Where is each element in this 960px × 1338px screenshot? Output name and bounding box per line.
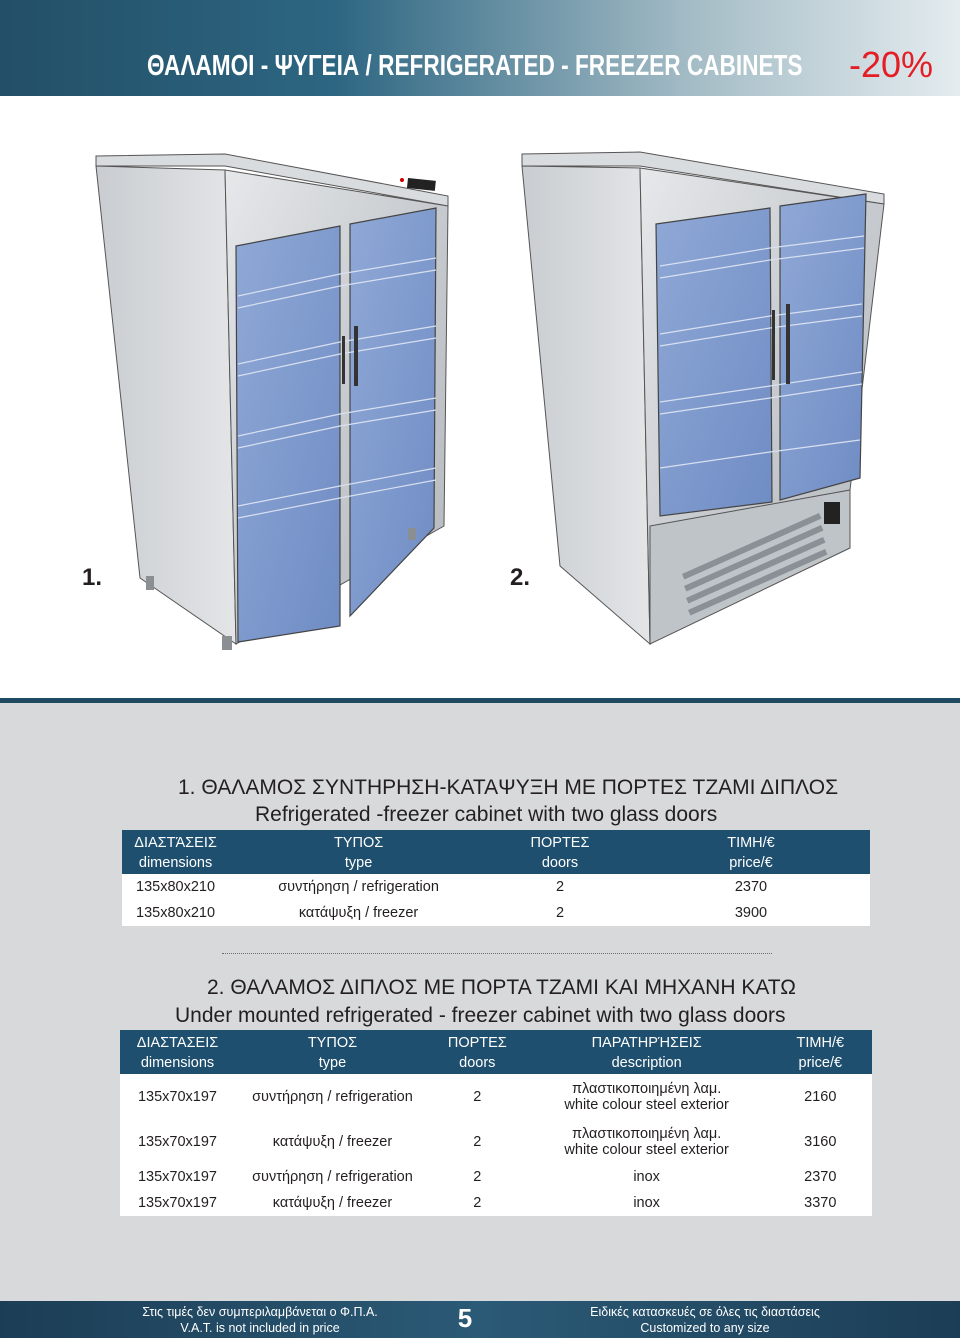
dotted-separator — [222, 953, 772, 954]
col-type: ΤΥΠΟΣ type — [235, 1030, 430, 1074]
section2-title-gr: 2. ΘΑΛΑΜΟΣ ΔΙΠΛΟΣ ΜΕ ΠΟΡΤΑ ΤΖΑΜΙ ΚΑΙ ΜΗΧΑΝΗ ΚΑΤΩ — [207, 976, 796, 999]
image-label-1: 1. — [82, 564, 103, 591]
page-title: ΘΑΛΑΜΟΙ - ΨΥΓΕΙΑ / REFRIGERATED - FREEZER CABINETS — [147, 50, 803, 82]
section1-table — [122, 830, 870, 926]
col-type: ΤΥΠΟΣ type — [229, 830, 488, 874]
page-footer — [0, 1301, 960, 1338]
section1-title-en: Refrigerated -freezer cabinet with two glass doors — [255, 803, 718, 826]
page-header — [0, 0, 960, 96]
product-images — [0, 96, 960, 700]
footer-custom-note: Ειδικές κατασκευές σε όλες τις διαστάσεις Customized to any size — [590, 1305, 820, 1335]
col-description: ΠΑΡΑΤΗΡΉΣΕΙΣ description — [525, 1030, 769, 1074]
table-row: 135x70x197 κατάψυξη / freezer 2 πλαστικοποιημένη λαμ. white colour steel exterior 3160 — [137, 1126, 837, 1158]
section2-table — [120, 1030, 872, 1216]
col-price: ΤΙΜΗ/€ price/€ — [769, 1030, 872, 1074]
section2-title-en: Under mounted refrigerated - freezer cabinet with two glass doors — [175, 1004, 786, 1027]
footer-vat-note: Στις τιμές δεν συμπεριλαμβάνεται ο Φ.Π.Α. V.A.T. is not included in price — [142, 1305, 378, 1335]
col-price: ΤΙΜΗ/€ price/€ — [632, 830, 870, 874]
col-doors: ΠΟΡΤΕΣ doors — [488, 830, 632, 874]
table-row: 135x80x210 κατάψυξη / freezer 2 3900 — [136, 905, 768, 921]
discount-badge: -20% — [849, 44, 934, 85]
col-dimensions: ΔΙΑΣΤΆΣΕΙΣ dimensions — [122, 830, 229, 874]
section1-title-gr: 1. ΘΑΛΑΜΟΣ ΣΥΝΤΗΡΗΣΗ-ΚΑΤΑΨΥΞΗ ΜΕ ΠΟΡΤΕΣ ΤΖΑΜΙ ΔΙΠΛΟΣ — [178, 776, 839, 799]
table-row: 135x70x197 κατάψυξη / freezer 2 inox 3370 — [137, 1195, 837, 1211]
table-row: 135x80x210 συντήρηση / refrigeration 2 2370 — [136, 879, 768, 895]
table-row: 135x70x197 συντήρηση / refrigeration 2 inox 2370 — [137, 1169, 837, 1185]
col-doors: ΠΟΡΤΕΣ doors — [430, 1030, 525, 1074]
cabinet-1 — [96, 154, 448, 650]
cabinet-illustrations — [0, 96, 960, 700]
table-row: 135x70x197 συντήρηση / refrigeration 2 πλαστικοποιημένη λαμ. white colour steel exterior 2160 — [137, 1081, 837, 1113]
cabinet-2 — [522, 152, 884, 644]
page-number: 5 — [457, 1303, 473, 1333]
image-label-2: 2. — [510, 564, 531, 591]
col-dimensions: ΔΙΑΣΤΑΣΕΙΣ dimensions — [120, 1030, 235, 1074]
